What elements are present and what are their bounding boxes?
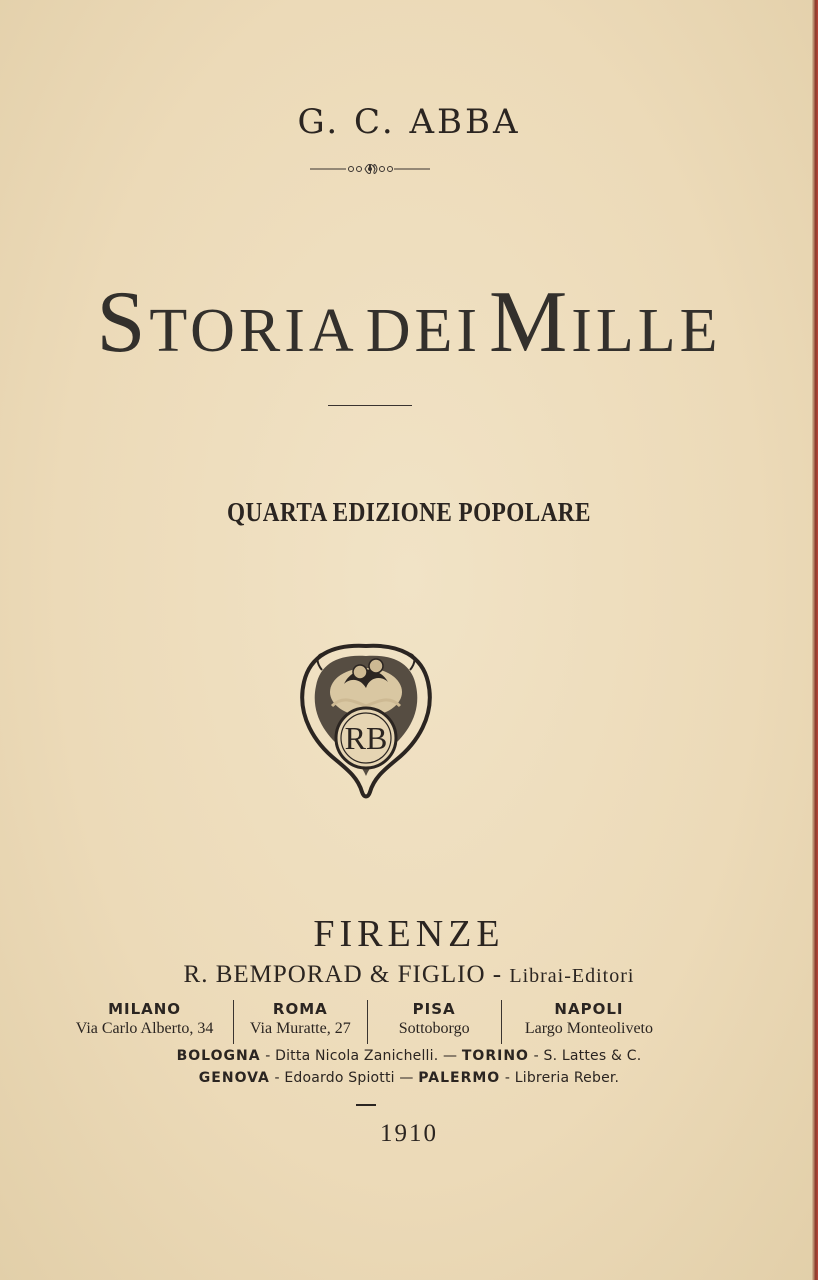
author-name: G. C. ABBA xyxy=(297,102,521,142)
publisher-role: Librai-Editori xyxy=(509,965,635,987)
title-rule xyxy=(328,405,412,406)
branch-city: ROMA xyxy=(272,1000,328,1018)
agent-city: PALERMO xyxy=(418,1070,501,1086)
agent-city: TORINO xyxy=(461,1048,529,1064)
branch-address: Largo Monteoliveto xyxy=(524,1020,653,1037)
agent-name: - S. Lattes & C. xyxy=(528,1048,642,1064)
branch-milano xyxy=(56,1000,234,1044)
agent-city: GENOVA xyxy=(198,1070,270,1086)
title-word-mille: ILLE xyxy=(571,297,722,365)
publisher-mark-monogram: RB xyxy=(344,720,388,756)
branch-address: Sottoborgo xyxy=(398,1020,470,1037)
agent-name: - Ditta Nicola Zanichelli. — xyxy=(260,1048,462,1064)
imprint-city: FIRENZE xyxy=(313,913,505,955)
agent-city: BOLOGNA xyxy=(176,1048,261,1064)
branch-city: NAPOLI xyxy=(554,1000,624,1018)
branch-city: MILANO xyxy=(108,1000,182,1018)
edition-statement: QUARTA EDIZIONE POPOLARE xyxy=(227,497,591,527)
book-title xyxy=(0,272,818,373)
agents-line-2 xyxy=(0,1070,818,1086)
title-word-storia: TORIA xyxy=(149,297,358,365)
publisher-name: R. BEMPORAD & FIGLIO xyxy=(183,961,486,988)
publication-year: 1910 xyxy=(380,1120,438,1147)
title-initial-m: M xyxy=(489,274,572,371)
title-word-dei: DEI xyxy=(365,297,482,365)
ornament-divider xyxy=(310,161,430,177)
year-rule xyxy=(356,1104,376,1106)
branch-address: Via Carlo Alberto, 34 xyxy=(75,1020,214,1037)
publisher-separator: - xyxy=(492,961,503,988)
branch-napoli xyxy=(502,1000,676,1044)
branch-roma xyxy=(234,1000,367,1044)
title-initial-s: S xyxy=(96,274,150,371)
agent-name: - Edoardo Spiotti — xyxy=(269,1070,419,1086)
branch-city: PISA xyxy=(412,1000,456,1018)
page-edge xyxy=(812,0,818,1280)
publisher-mark-emblem xyxy=(292,636,440,806)
publisher-line xyxy=(0,961,818,989)
agents-line-1 xyxy=(0,1048,818,1064)
agent-name: - Libreria Reber. xyxy=(500,1070,620,1086)
branch-pisa xyxy=(368,1000,502,1044)
branch-offices xyxy=(56,1000,676,1044)
branch-address: Via Muratte, 27 xyxy=(249,1020,351,1037)
